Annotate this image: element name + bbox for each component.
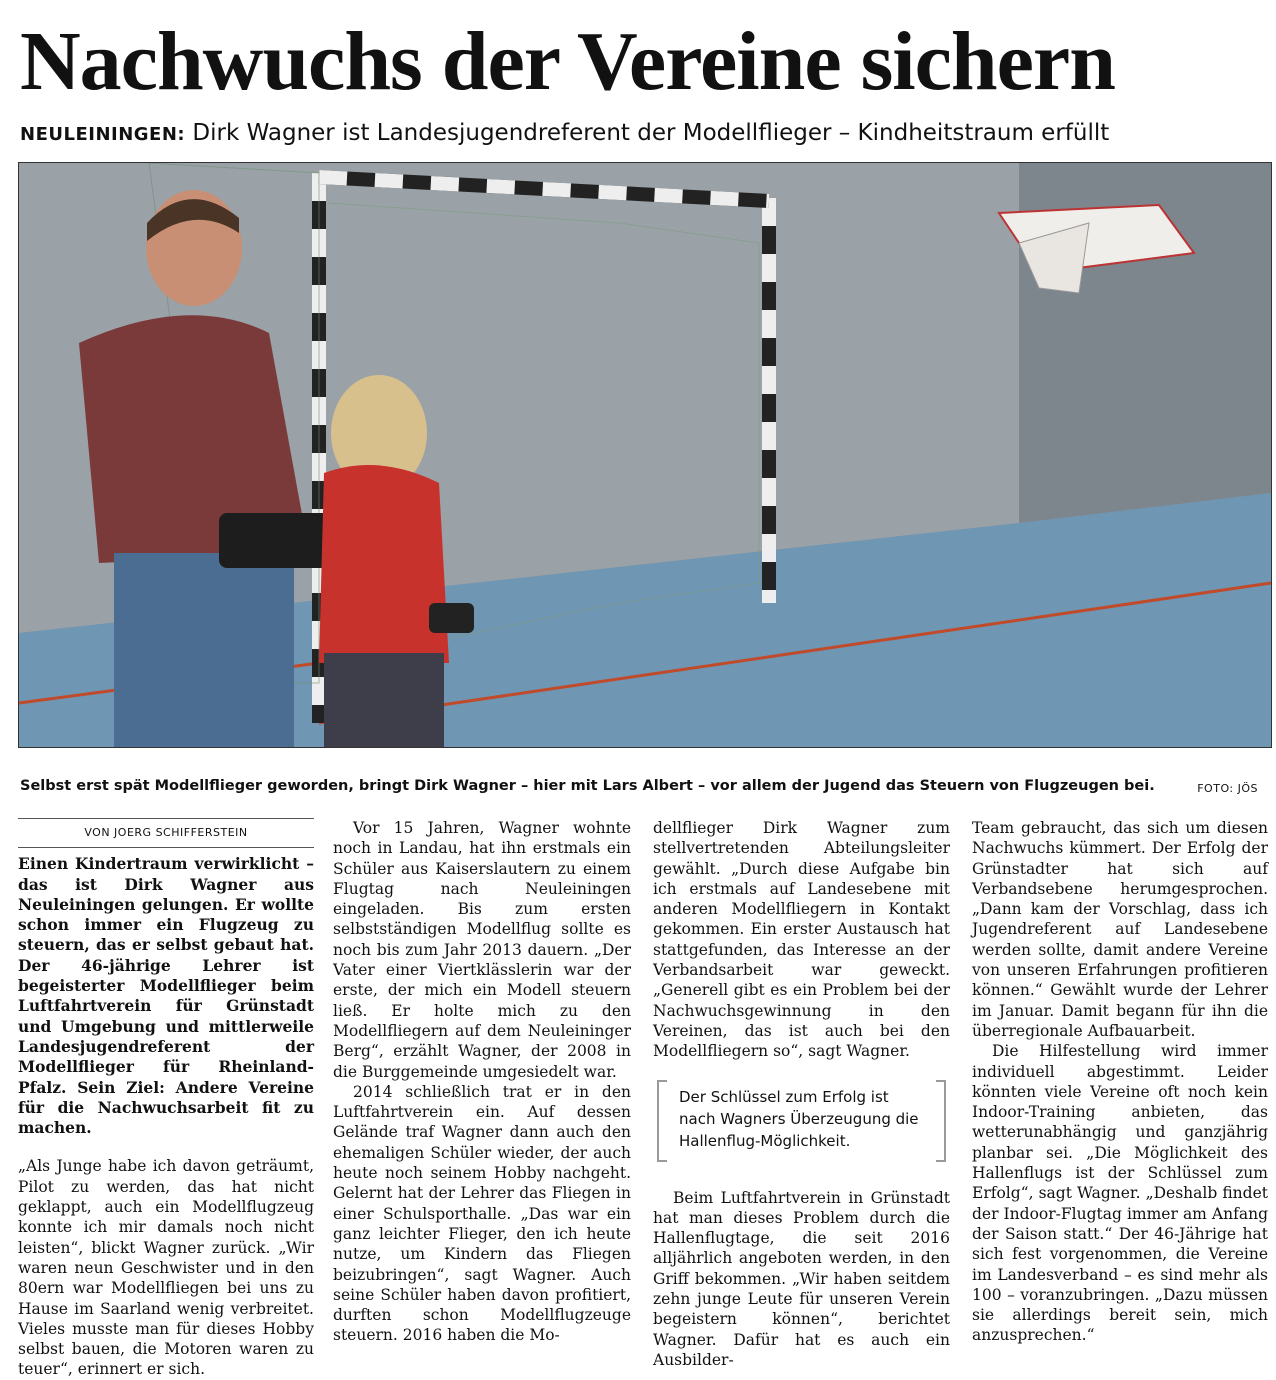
article-paragraph: 2014 schließlich trat er in den Luftfahrtverein ein. Auf dessen Gelände traf Wagner dann auch den ehemaligen Schüler wieder, der auch heute noch seinem Hobby nachgeht. Gelernt hat der Lehrer das Fliegen in einer Schulsporthalle. „Das war ein ganz leichter Flieger, den ich heute nutze, um Kindern das Fliegen beizubringen“, sagt Wagner. Auch seine Schüler haben davon profitiert, durften schon Modellflugzeuge steuern. 2016 haben die Mo- xyxy=(333,1082,631,1345)
article-column-3 xyxy=(653,818,950,1370)
article-paragraph: Die Hilfestellung wird immer individuell abgestimmt. Leider könnten viele Vereine oft noch kein Indoor-Training anbieten, das wetterunabhängig und ganzjährig planbar sei. „Die Möglichkeit des Hallenflugs ist der Schlüssel zum Erfolg“, sagt Wagner. „Deshalb findet der Indoor-Flugtag immer am Anfang der Saison statt.“ Der 46-Jährige hat sich fest vorgenommen, die Vereine im Landesverband – es sind mehr als 100 – voranzubringen. „Dazu müssen sie allerdings bereit sein, mich anzusprechen.“ xyxy=(972,1042,1268,1345)
article-column-4 xyxy=(972,818,1268,1346)
subheadline-text: Dirk Wagner ist Landesjugendreferent der Modellflieger – Kindheitstraum erfüllt xyxy=(192,120,1110,146)
article-paragraph: dellflieger Dirk Wagner zum stellvertretenden Abteilungsleiter gewählt. „Durch diese Aufgabe bin ich erstmals auf Landesebene mit anderen Modellfliegern in Kontakt gekommen. Ein erster Austausch hat stattgefunden, das Interesse an der Verbandsarbeit war geweckt. „Generell gibt es ein Problem bei der Nachwuchsgewinnung in den Vereinen, das ist auch bei den Modellfliegern so“, sagt Wagner. xyxy=(653,819,950,1061)
article-paragraph: Team gebraucht, das sich um diesen Nachwuchs kümmert. Der Erfolg der Grünstadter hat sich auf Verbandsebene herumgesprochen. „Dann kam der Vorschlag, dass ich Jugendreferent auf Landesebene werden sollte, damit andere Vereine von unseren Erfahrungen profitieren können.“ Gewählt wurde der Lehrer im Januar. Damit begann für ihn die überregionale Aufbauarbeit. xyxy=(972,819,1268,1040)
location-kicker: NEULEININGEN: xyxy=(20,124,186,145)
article-paragraph: Vor 15 Jahren, Wagner wohnte noch in Landau, hat ihn erstmals ein Schüler aus Kaiserslautern zu einem Flugtag nach Neuleiningen eingeladen. Bis zum ersten selbstständigen Modellflug sollte es noch bis zum Jahr 2013 dauern. „Der Vater einer Viertklässlerin war der erste, der mich ein Modell steuern ließ. Er holte mich zu den Modellfliegern auf dem Neuleininger Berg“, erzählt Wagner, der 2008 in die Burggemeinde umgesiedelt war. xyxy=(333,819,631,1081)
subheadline xyxy=(20,116,1260,152)
article-column-2 xyxy=(333,818,631,1346)
article-column-1 xyxy=(18,818,314,1380)
article-paragraph: „Als Junge habe ich davon geträumt, Pilot zu werden, das hat nicht geklappt, auch ein Modellflugzeug konnte ich mir damals noch nicht leisten“, blickt Wagner zurück. „Wir waren neun Geschwister und in den 80ern war Modellfliegen bei uns zu Hause im Saarland wenig verbreitet. Vieles musste man für dieses Hobby selbst bauen, die Motoren waren zu teuer“, erinnert er sich. xyxy=(18,1157,314,1379)
byline: VON JOERG SCHIFFERSTEIN xyxy=(18,818,314,848)
pull-quote: Der Schlüssel zum Erfolg ist nach Wagners Überzeugung die Hallenflug-Möglichkeit. xyxy=(657,1080,946,1162)
article-paragraph: Beim Luftfahrtverein in Grünstadt hat man dieses Problem durch die Hallenflugtage, die seit 2016 alljährlich angeboten werden, in den Griff bekommen. „Wir haben seitdem zehn junge Leute für unseren Verein begeistern können“, berichtet Wagner. Dafür hat es auch ein Ausbilder- xyxy=(653,1188,950,1369)
photo-caption: Selbst erst spät Modellflieger geworden, bringt Dirk Wagner – hier mit Lars Albert – vor allem der Jugend das Steuern von Flugzeugen bei. xyxy=(20,778,1155,794)
article-photo xyxy=(18,162,1272,748)
photo-credit: FOTO: JÖS xyxy=(1197,782,1258,795)
headline: Nachwuchs der Vereine sichern xyxy=(20,15,1115,108)
article-lead: Einen Kindertraum verwirklicht – das ist Dirk Wagner aus Neuleiningen gelungen. Er wollte schon immer ein Flugzeug zu steuern, das er selbst gebaut hat. Der 46-jährige Lehrer ist begeisterter Modellflieger beim Luftfahrtverein für Grünstadt und Umgebung und mittlerweile Landesjugendreferent der Modellflieger für Rheinland-Pfalz. Sein Ziel: Andere Vereine für die Nachwuchsarbeit fit zu machen. xyxy=(18,854,314,1138)
